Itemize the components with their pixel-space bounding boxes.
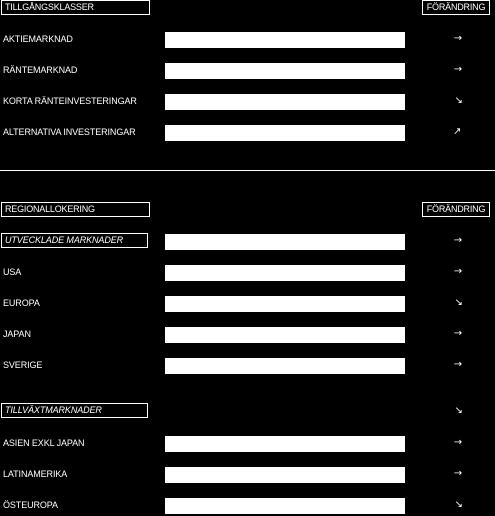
row-label: ÖSTEUROPA: [3, 500, 58, 510]
regional-allocation-title: REGIONALLOKERING: [1, 202, 150, 217]
row-label: JAPAN: [3, 329, 31, 339]
arrow-down-right-icon: →: [451, 403, 466, 418]
arrow-right-icon: →: [453, 266, 463, 277]
arrow-down-right-icon: →: [451, 295, 466, 310]
region-row-asien-exkl-japan: [0, 435, 495, 453]
allocation-bar: [165, 358, 405, 374]
group-label: TILLVÄXTMARKNADER: [1, 403, 148, 418]
row-label: SVERIGE: [3, 360, 43, 370]
allocation-bar: [165, 125, 405, 141]
arrow-right-icon: →: [453, 235, 463, 246]
allocation-bar: [165, 32, 405, 48]
row-label: ALTERNATIVA INVESTERINGAR: [3, 127, 136, 137]
region-row-osteuropa: [0, 497, 495, 515]
arrow-right-icon: →: [453, 437, 463, 448]
allocation-bar: [165, 234, 405, 250]
arrow-right-icon: →: [453, 64, 463, 75]
region-row-europa: [0, 295, 495, 313]
allocation-bar: [165, 327, 405, 343]
region-row-usa: [0, 264, 495, 282]
region-row-japan: [0, 326, 495, 344]
group-row-tillvaxtmarknader: [0, 403, 495, 421]
row-label: LATINAMERIKA: [3, 469, 68, 479]
asset-row-korta-ranteinvesteringar: [0, 93, 495, 111]
region-row-latinamerika: [0, 466, 495, 484]
regional-change-header: FÖRÄNDRING: [422, 202, 490, 217]
arrow-right-icon: →: [453, 359, 463, 370]
row-label: KORTA RÄNTEINVESTERINGAR: [3, 96, 137, 106]
asset-row-alternativa-investeringar: [0, 124, 495, 142]
arrow-down-right-icon: →: [451, 93, 466, 108]
arrow-right-icon: →: [453, 33, 463, 44]
row-label: USA: [3, 267, 22, 277]
row-label: ASIEN EXKL JAPAN: [3, 438, 85, 448]
asset-row-aktiemarknad: [0, 31, 495, 49]
group-row-utvecklade-marknader: [0, 233, 495, 251]
row-label: AKTIEMARKNAD: [3, 34, 73, 44]
allocation-bar: [165, 94, 405, 110]
arrow-down-right-icon: →: [451, 497, 466, 512]
arrow-right-icon: →: [453, 328, 463, 339]
allocation-bar: [165, 467, 405, 483]
section-divider: [0, 170, 495, 171]
row-label: RÄNTEMARKNAD: [3, 65, 78, 75]
arrow-up-right-icon: →: [450, 124, 465, 139]
row-label: EUROPA: [3, 298, 40, 308]
asset-classes-change-header: FÖRÄNDRING: [422, 0, 490, 15]
asset-row-rantemarknad: [0, 62, 495, 80]
allocation-bar: [165, 63, 405, 79]
group-label: UTVECKLADE MARKNADER: [1, 233, 148, 248]
arrow-right-icon: →: [453, 468, 463, 479]
allocation-bar: [165, 265, 405, 281]
region-row-sverige: [0, 357, 495, 375]
allocation-bar: [165, 498, 405, 514]
asset-classes-title: TILLGÅNGSKLASSER: [1, 0, 150, 15]
allocation-bar: [165, 296, 405, 312]
allocation-bar: [165, 436, 405, 452]
